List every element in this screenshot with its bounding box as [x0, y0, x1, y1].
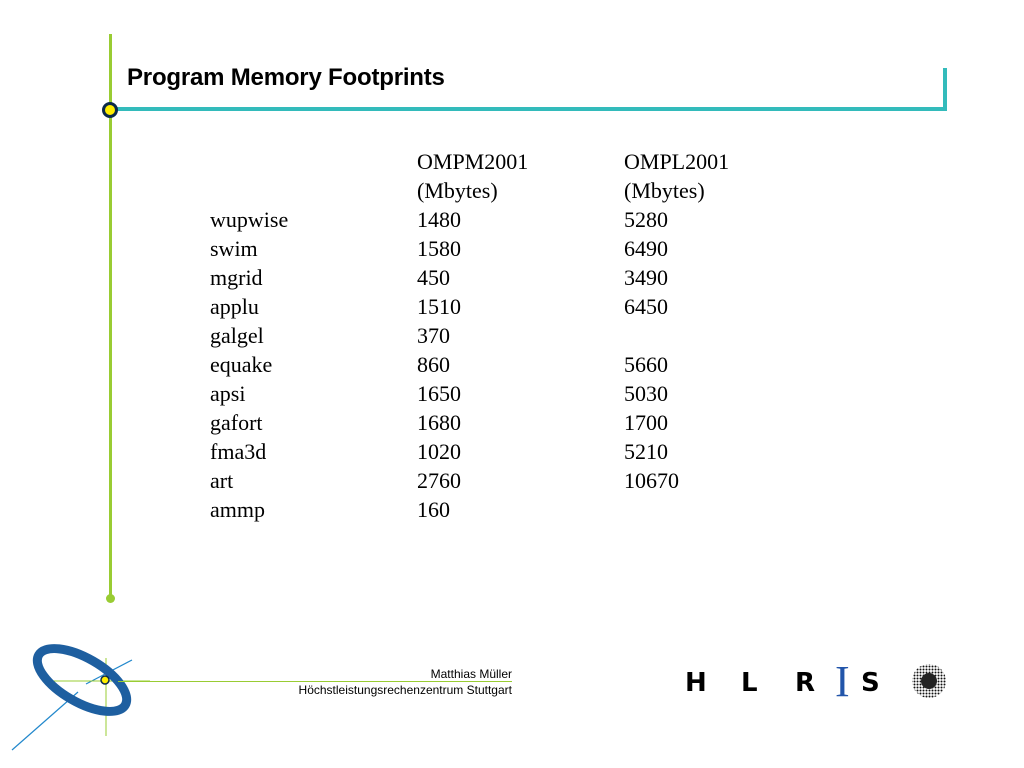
memory-value: 1680: [417, 410, 461, 435]
table-header-cell: OMPL2001: [624, 149, 730, 174]
logo-letter-h: H: [685, 668, 707, 698]
vertical-accent-line: [109, 34, 112, 600]
table-row: [210, 321, 804, 350]
table-header-cell: [210, 176, 417, 205]
memory-value: 2760: [417, 468, 461, 493]
table-row: [210, 234, 804, 263]
table-row: [210, 292, 804, 321]
memory-value: 6490: [624, 236, 668, 261]
table-header-cell: (Mbytes): [624, 178, 705, 203]
benchmark-name: art: [210, 468, 234, 493]
logo-letter-r: R: [795, 668, 816, 698]
memory-value: 1020: [417, 439, 461, 464]
slide-title: Program Memory Footprints: [127, 64, 445, 91]
memory-value: 6450: [624, 294, 668, 319]
logo-letter-l: L: [741, 668, 758, 698]
author-name: Matthias Müller: [430, 667, 512, 681]
memory-value: 5030: [624, 381, 668, 406]
memory-value: 450: [417, 265, 450, 290]
memory-table: [210, 147, 804, 524]
memory-value: [624, 321, 804, 350]
memory-value: 3490: [624, 265, 668, 290]
table-row: [210, 205, 804, 234]
round-seal-icon: [910, 662, 948, 700]
author-block: [299, 666, 512, 698]
memory-value: 5660: [624, 352, 668, 377]
memory-value: 1700: [624, 410, 668, 435]
memory-value: 1580: [417, 236, 461, 261]
memory-value: 860: [417, 352, 450, 377]
benchmark-name: apsi: [210, 381, 246, 406]
memory-value: 5280: [624, 207, 668, 232]
table-row: [210, 437, 804, 466]
logo-letter-s: S: [861, 668, 880, 698]
table-header-row: [210, 176, 804, 205]
table-row: [210, 379, 804, 408]
benchmark-name: galgel: [210, 323, 264, 348]
benchmark-name: gafort: [210, 410, 263, 435]
table-header-cell: OMPM2001: [417, 149, 529, 174]
hlrs-logo: [683, 658, 903, 706]
benchmark-name: ammp: [210, 497, 265, 522]
table-row: [210, 263, 804, 292]
orbit-logo: [10, 640, 150, 752]
logo-letter-i: I: [835, 658, 850, 706]
benchmark-name: wupwise: [210, 207, 289, 232]
table-row: [210, 495, 804, 524]
table-header-cell: (Mbytes): [417, 178, 498, 203]
memory-value: 160: [417, 497, 450, 522]
table-row: [210, 350, 804, 379]
table-row: [210, 466, 804, 495]
memory-value: 370: [417, 323, 450, 348]
table-header-row: [210, 147, 804, 176]
institution-name: Höchstleistungsrechenzentrum Stuttgart: [298, 683, 512, 697]
title-underline: [116, 107, 947, 111]
memory-value: 1510: [417, 294, 461, 319]
memory-value: 1650: [417, 381, 461, 406]
benchmark-name: swim: [210, 236, 258, 261]
accent-junction-dot: [102, 102, 118, 118]
table-header-cell: [210, 147, 417, 176]
memory-value: [624, 495, 804, 524]
accent-end-dot: [106, 594, 115, 603]
benchmark-name: mgrid: [210, 265, 263, 290]
benchmark-name: equake: [210, 352, 273, 377]
memory-value: 1480: [417, 207, 461, 232]
benchmark-name: fma3d: [210, 439, 267, 464]
memory-value: 10670: [624, 468, 679, 493]
memory-value: 5210: [624, 439, 668, 464]
title-underline-end: [943, 68, 947, 111]
benchmark-name: applu: [210, 294, 259, 319]
table-row: [210, 408, 804, 437]
